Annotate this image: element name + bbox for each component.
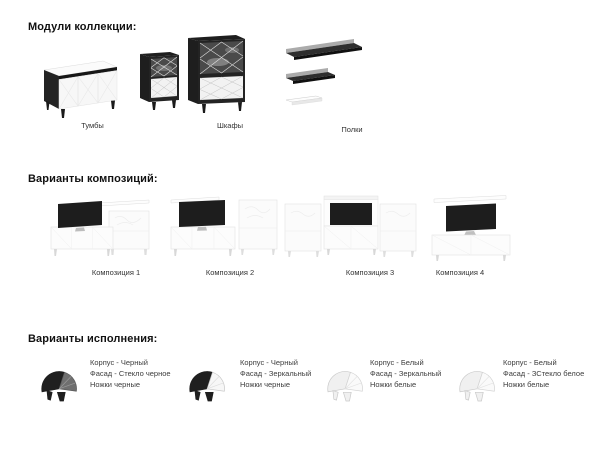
module-label-cabinets: Шкафы (216, 121, 244, 130)
armchair-swatch-icon (188, 359, 228, 403)
finish-line: Фасад - Зеркальный (370, 369, 442, 378)
module-label-tv-stands: Тумбы (81, 121, 104, 130)
shelves-image (282, 38, 370, 114)
composition-label-3: Композиция 3 (345, 268, 395, 277)
finish-line: Корпус - Белый (503, 358, 557, 367)
armchair-swatch-icon (326, 359, 366, 403)
composition-3-image (283, 191, 418, 267)
finish-line: Фасад - Стекло черное (90, 369, 171, 378)
finishes-section-title: Варианты исполнения: (28, 333, 158, 345)
finish-line: Ножки белые (370, 380, 417, 389)
finish-variant-2-text (240, 357, 311, 390)
finish-line: Ножки черные (90, 380, 141, 389)
tv-stand-image (38, 54, 123, 122)
finish-line: Фасад - ЗСтекло белое (503, 369, 585, 378)
finish-line: Ножки черные (240, 380, 291, 389)
composition-label-1: Композиция 1 (91, 268, 141, 277)
finish-line: Корпус - Белый (370, 358, 424, 367)
finish-line: Фасад - Зеркальный (240, 369, 312, 378)
finish-variant-3-text (370, 357, 441, 390)
composition-4-image (412, 191, 527, 267)
composition-label-2: Композиция 2 (205, 268, 255, 277)
compositions-section-title: Варианты композиций: (28, 173, 158, 185)
module-label-shelves: Полки (341, 125, 363, 134)
composition-label-4: Композиция 4 (435, 268, 485, 277)
cabinets-image (140, 30, 250, 120)
modules-section-title: Модули коллекции: (28, 21, 137, 33)
armchair-swatch-icon (458, 359, 498, 403)
finish-line: Корпус - Черный (90, 358, 148, 367)
armchair-swatch-icon (40, 359, 80, 403)
composition-2-image (165, 191, 280, 267)
finish-line: Ножки белые (503, 380, 550, 389)
finish-variant-1-text (90, 357, 171, 390)
finish-variant-4-text (503, 357, 584, 390)
composition-1-image (45, 191, 160, 267)
finish-line: Корпус - Черный (240, 358, 298, 367)
